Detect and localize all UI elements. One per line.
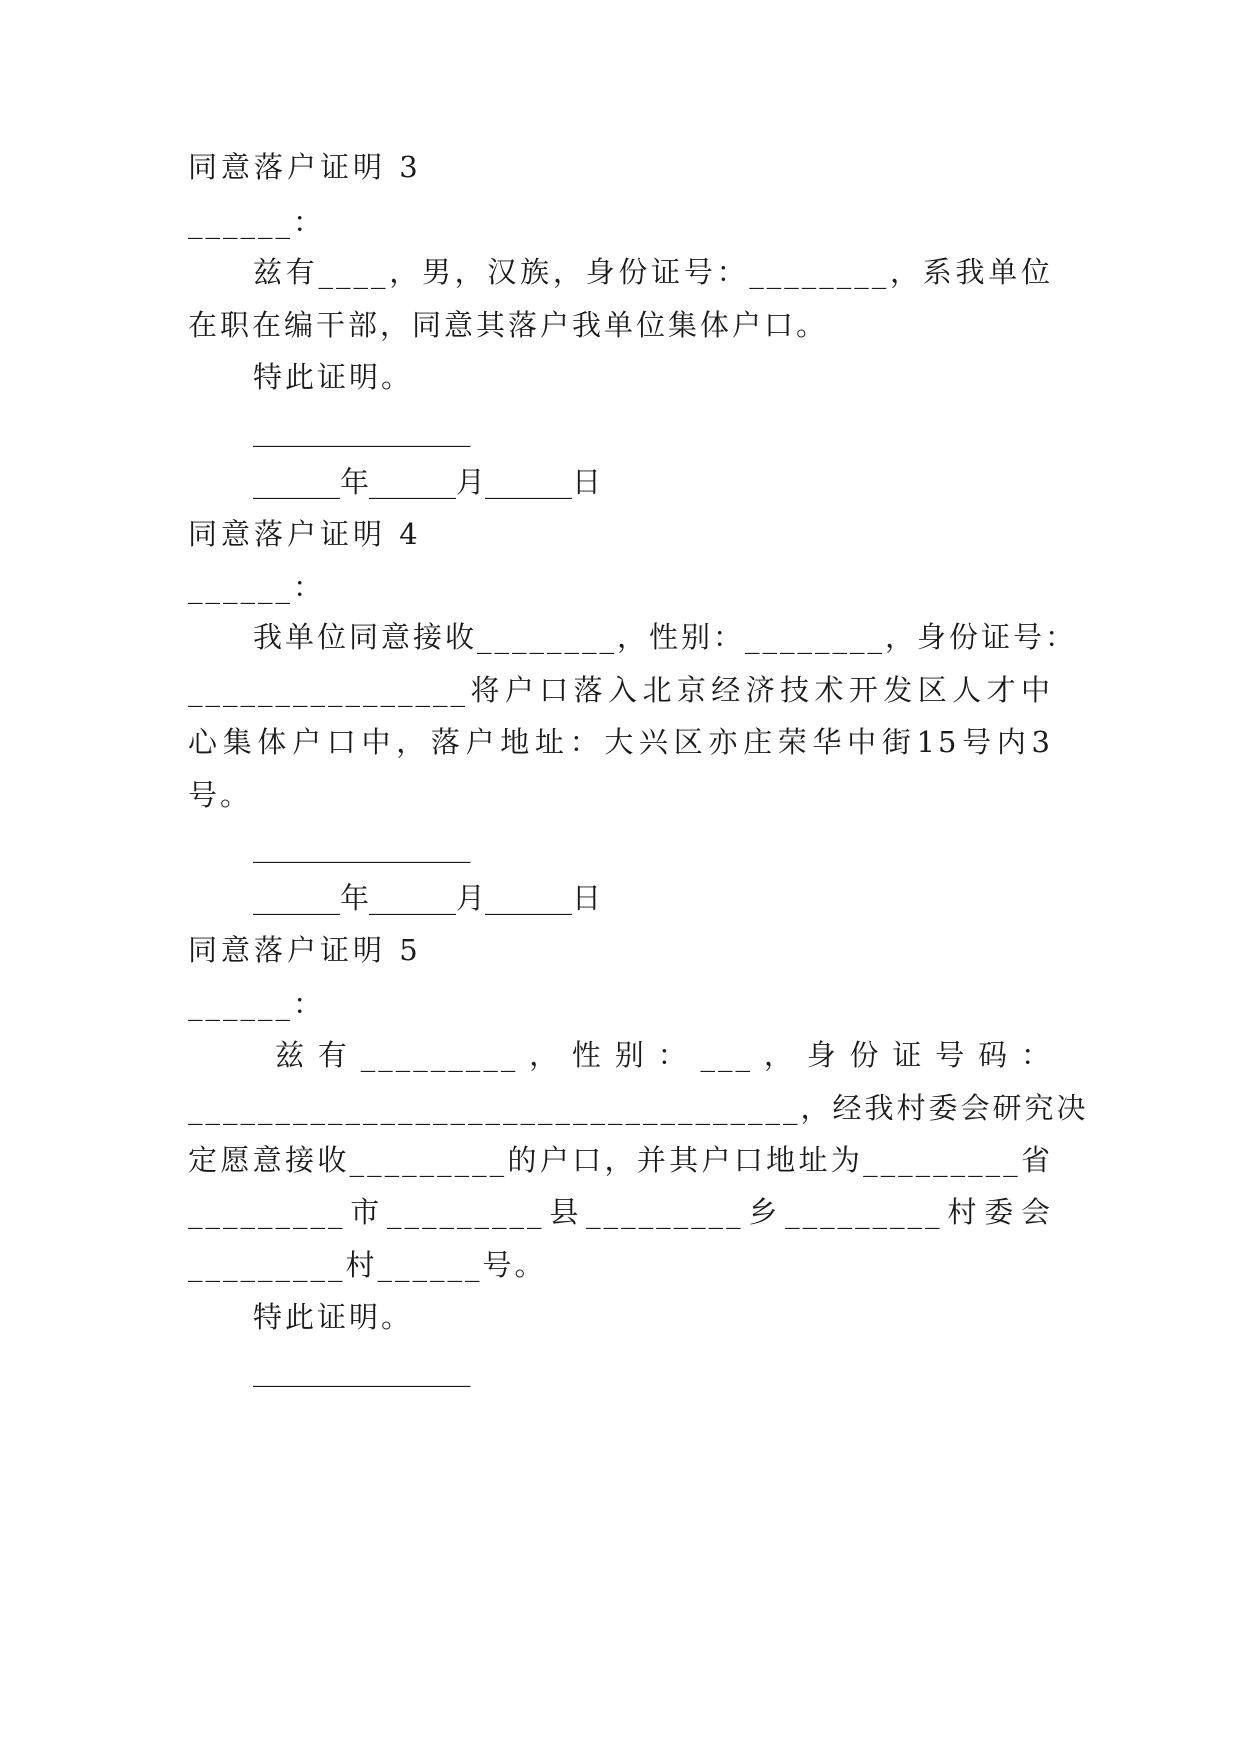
- addressee-line: ______：: [188, 987, 326, 1021]
- closing-text: 特此证明。: [253, 1300, 414, 1334]
- addressee-line: ______：: [188, 570, 326, 604]
- body-line: 兹有_________，性别：___，身份证号码：: [275, 1038, 1053, 1072]
- signature-blank: _______________: [253, 413, 471, 447]
- body-line: ___________________________________，经我村委会研究决: [188, 1091, 1089, 1125]
- body-line: 兹有____，男，汉族，身份证号：________，系我单位: [253, 255, 1053, 289]
- body-line: 心集体户口中，落户地址：大兴区亦庄荣华中街15号内3: [188, 725, 1053, 759]
- section-title: 同意落户证明 4: [188, 517, 422, 551]
- body-line: ________________将户口落入北京经济技术开发区人才中: [188, 673, 1053, 707]
- section-title: 同意落户证明 5: [188, 933, 422, 967]
- body-line: 我单位同意接收________，性别：________，身份证号：: [253, 620, 1078, 654]
- date-line: ______年______月______日: [253, 465, 602, 499]
- body-line: 号。: [188, 778, 253, 812]
- signature-blank: _______________: [253, 829, 471, 863]
- body-line: _________村______号。: [188, 1248, 547, 1282]
- closing-text: 特此证明。: [253, 360, 414, 394]
- addressee-line: ______：: [188, 205, 326, 239]
- signature-blank: _______________: [253, 1353, 471, 1387]
- date-line: ______年______月______日: [253, 881, 602, 915]
- section-title: 同意落户证明 3: [188, 150, 422, 184]
- body-line: 定愿意接收_________的户口，并其户口地址为_________省: [188, 1143, 1053, 1177]
- body-line: 在职在编干部，同意其落户我单位集体户口。: [188, 308, 829, 342]
- body-line: _________市_________县_________乡_________村委会: [188, 1195, 1053, 1229]
